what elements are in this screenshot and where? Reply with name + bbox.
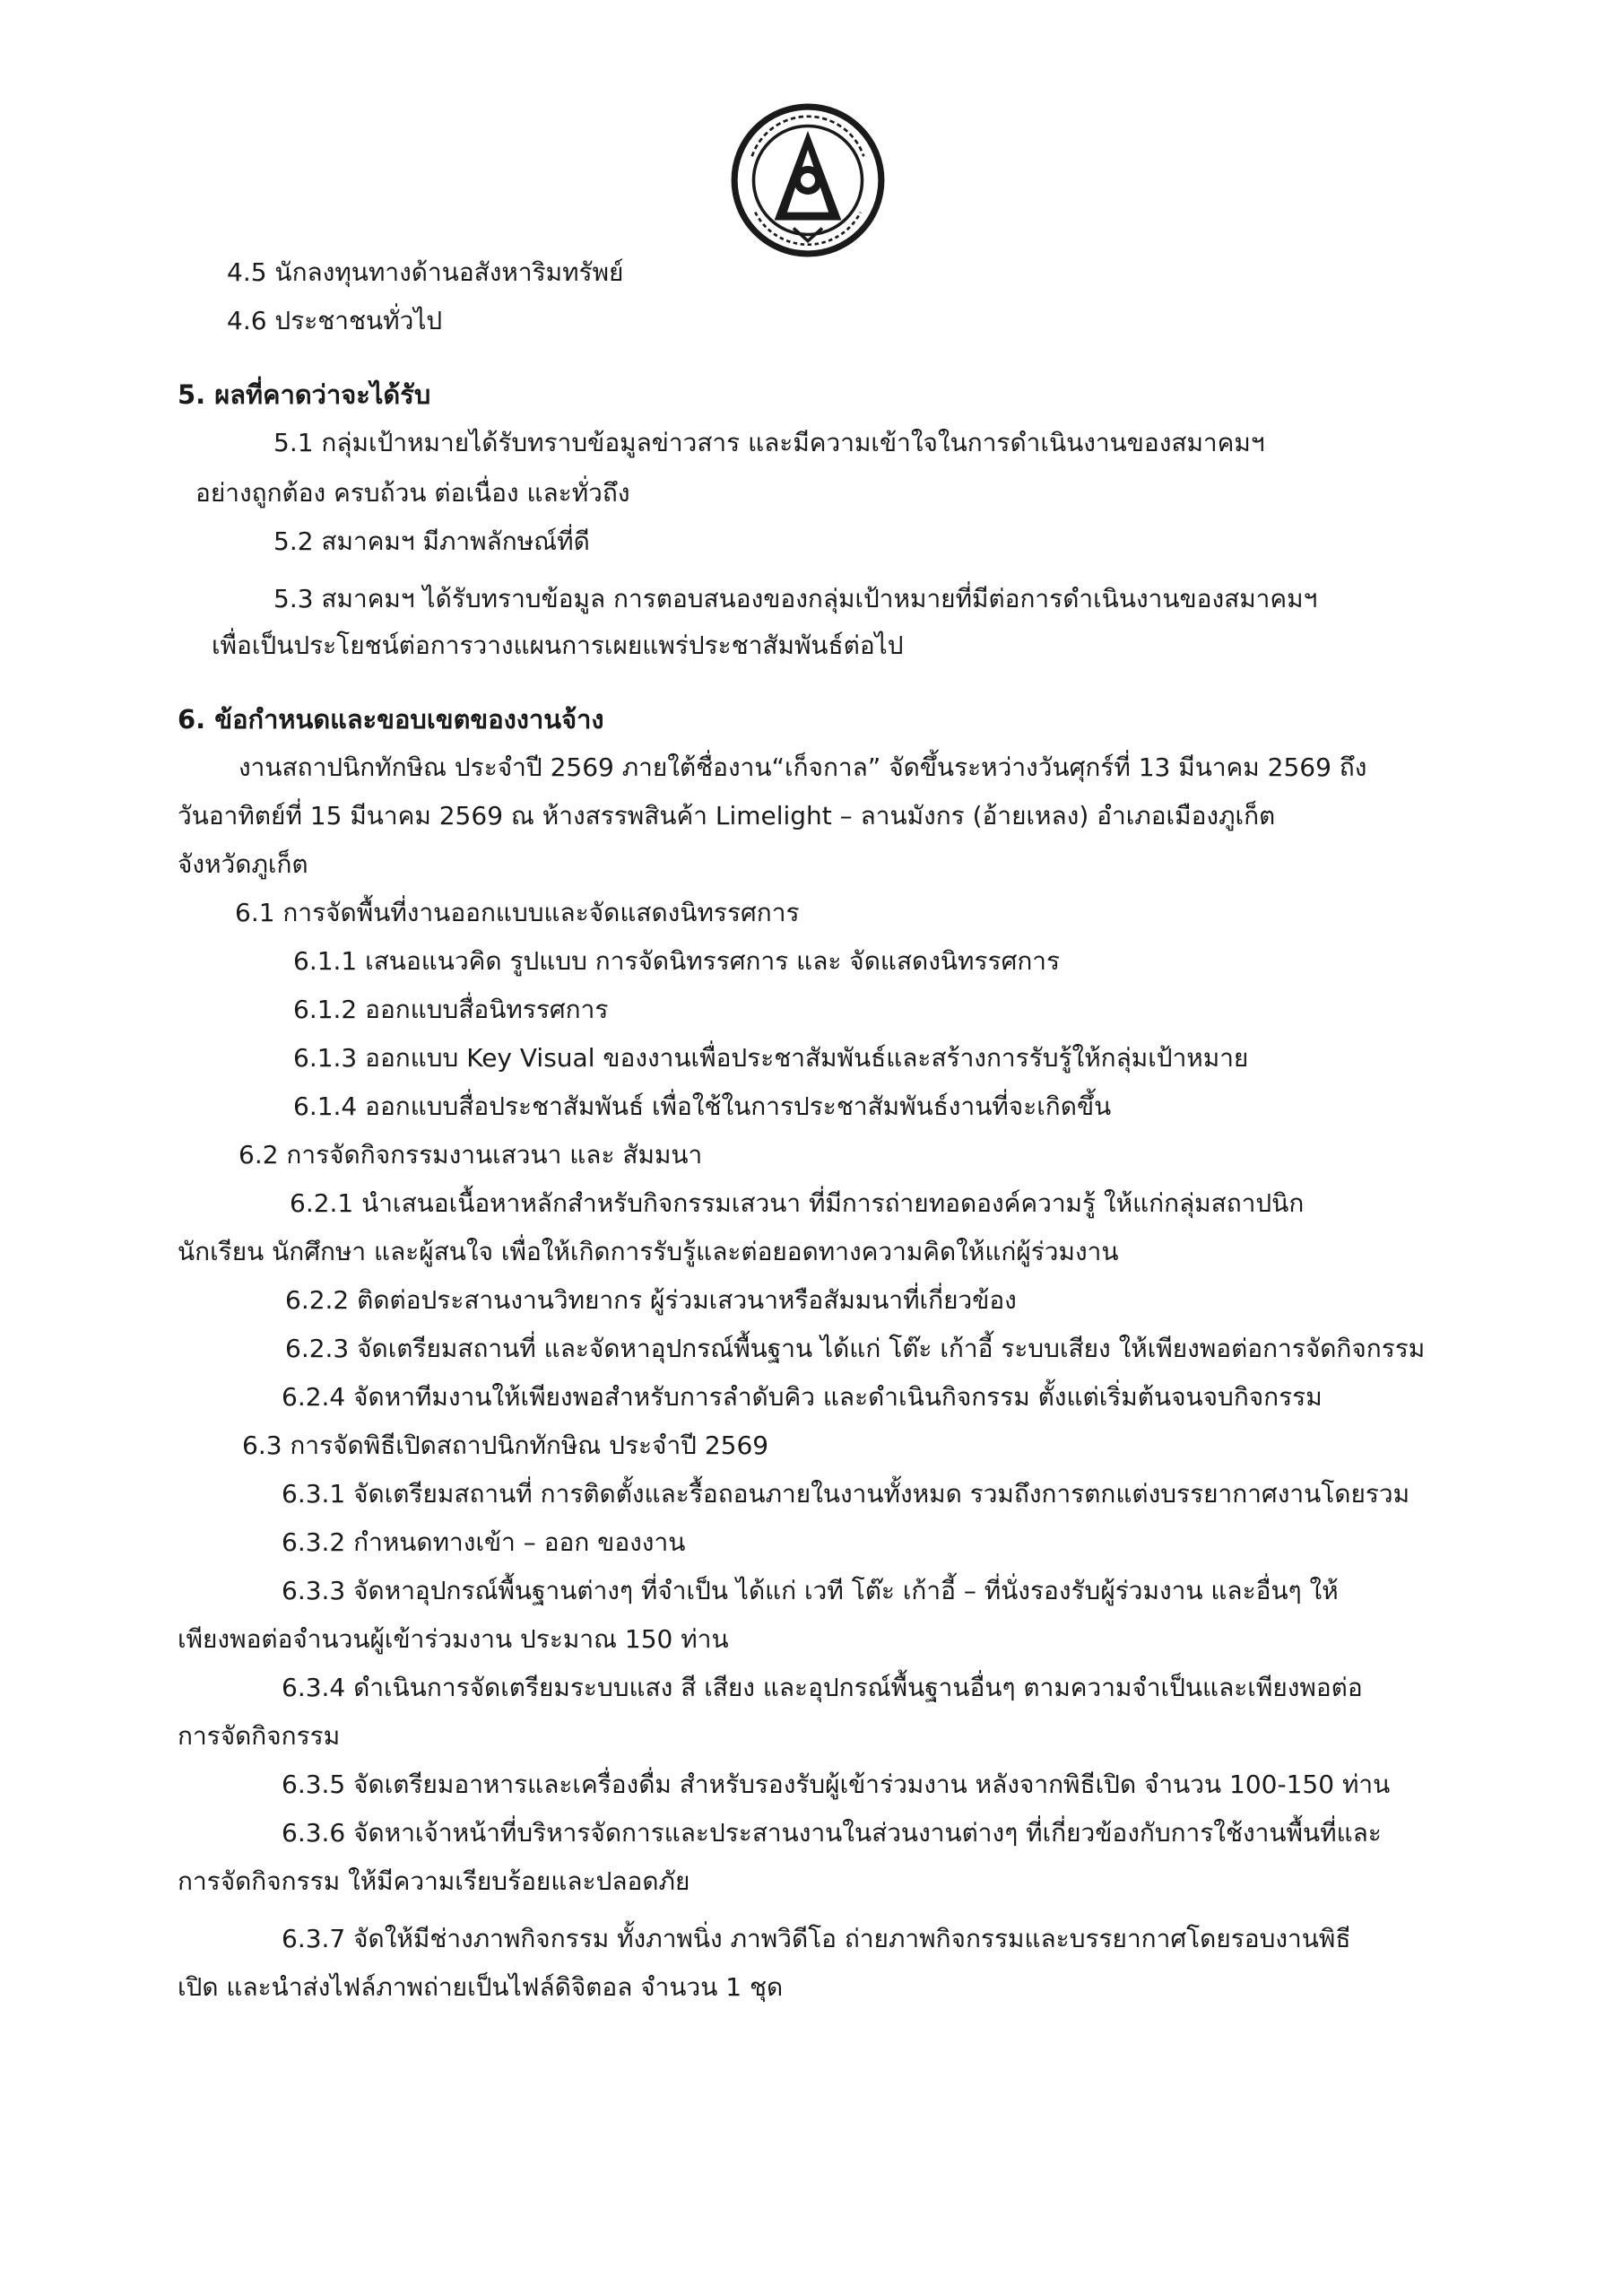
list-item-6-1-3: 6.1.3 ออกแบบ Key Visual ของงานเพื่อประชาสัมพันธ์และสร้างการรับรู้ให้กลุ่มเป้าหมาย <box>293 1043 1249 1073</box>
list-item-6-1: 6.1 การจัดพื้นที่งานออกแบบและจัดแสดงนิทรรศการ <box>235 898 800 927</box>
paragraph-6-line-3: จังหวัดภูเก็ต <box>178 849 308 879</box>
list-item-5-2: 5.2 สมาคมฯ มีภาพลักษณ์ที่ดี <box>273 526 590 556</box>
section-heading-5: 5. ผลที่คาดว่าจะได้รับ <box>178 379 431 410</box>
list-item-5-1-cont: อย่างถูกต้อง ครบถ้วน ต่อเนื่อง และทั่วถึง <box>195 478 630 508</box>
list-item-6-1-2: 6.1.2 ออกแบบสื่อนิทรรศการ <box>293 995 609 1024</box>
association-seal-icon <box>728 100 888 260</box>
list-item-6-3-6: 6.3.6 จัดหาเจ้าหน้าที่บริหารจัดการและประสานงานในส่วนงานต่างๆ ที่เกี่ยวข้องกับการใช้งานพื้นที่และ <box>282 1818 1382 1848</box>
list-item-6-2-2: 6.2.2 ติดต่อประสานงานวิทยากร ผู้ร่วมเสวนาหรือสัมมนาที่เกี่ยวข้อง <box>285 1285 1017 1315</box>
list-item-6-3-6-cont: การจัดกิจกรรม ให้มีความเรียบร้อยและปลอดภัย <box>178 1866 690 1896</box>
paragraph-6-line-1: งานสถาปนิกทักษิณ ประจำปี 2569 ภายใต้ชื่องาน“เก็จกาล” จัดขึ้นระหว่างวันศุกร์ที่ 13 มีนาคม 2569 ถึง <box>239 752 1367 782</box>
list-item-6-3-1: 6.3.1 จัดเตรียมสถานที่ การติดตั้งและรื้อถอนภายในงานทั้งหมด รวมถึงการตกแต่งบรรยากาศงานโดยรวม <box>282 1479 1410 1509</box>
list-item-6-3-3: 6.3.3 จัดหาอุปกรณ์พื้นฐานต่างๆ ที่จำเป็น ได้แก่ เวที โต๊ะ เก้าอี้ – ที่นั่งรองรับผู้ร่วมงาน และอื่นๆ ให้ <box>282 1576 1339 1605</box>
list-item-6-3-7-cont: เปิด และนำส่งไฟล์ภาพถ่ายเป็นไฟล์ดิจิตอล จำนวน 1 ชุด <box>178 1972 784 2002</box>
list-item-6-2: 6.2 การจัดกิจกรรมงานเสวนา และ สัมมนา <box>239 1140 703 1170</box>
list-item-4-5: 4.5 นักลงทุนทางด้านอสังหาริมทรัพย์ <box>227 257 624 287</box>
list-item-5-1: 5.1 กลุ่มเป้าหมายได้รับทราบข้อมูลข่าวสาร และมีความเข้าใจในการดำเนินงานของสมาคมฯ <box>273 428 1265 457</box>
list-item-6-1-4: 6.1.4 ออกแบบสื่อประชาสัมพันธ์ เพื่อใช้ในการประชาสัมพันธ์งานที่จะเกิดขึ้น <box>293 1091 1112 1121</box>
list-item-6-3-5: 6.3.5 จัดเตรียมอาหารและเครื่องดื่ม สำหรับรองรับผู้เข้าร่วมงาน หลังจากพิธีเปิด จำนวน 100-150 ท่าน <box>282 1770 1391 1799</box>
list-item-6-3-4: 6.3.4 ดำเนินการจัดเตรียมระบบแสง สี เสียง และอุปกรณ์พื้นฐานอื่นๆ ตามความจำเป็นและเพียงพอต่อ <box>282 1673 1363 1702</box>
list-item-5-3-cont: เพื่อเป็นประโยชน์ต่อการวางแผนการเผยแพร่ประชาสัมพันธ์ต่อไป <box>212 631 904 660</box>
list-item-6-2-4: 6.2.4 จัดหาทีมงานให้เพียงพอสำหรับการลำดับคิว และดำเนินกิจกรรม ตั้งแต่เริ่มต้นจนจบกิจกรรม <box>282 1382 1323 1412</box>
list-item-6-1-1: 6.1.1 เสนอแนวคิด รูปแบบ การจัดนิทรรศการ และ จัดแสดงนิทรรศการ <box>293 946 1061 976</box>
list-item-6-3-2: 6.3.2 กำหนดทางเข้า – ออก ของงาน <box>282 1527 686 1557</box>
section-heading-6: 6. ข้อกำหนดและขอบเขตของงานจ้าง <box>178 704 604 735</box>
list-item-6-3-4-cont: การจัดกิจกรรม <box>178 1721 341 1751</box>
list-item-4-6: 4.6 ประชาชนทั่วไป <box>227 306 443 335</box>
list-item-6-3-3-cont: เพียงพอต่อจำนวนผู้เข้าร่วมงาน ประมาณ 150 ท่าน <box>178 1624 729 1654</box>
seal-graphic <box>728 100 888 260</box>
list-item-5-3: 5.3 สมาคมฯ ได้รับทราบข้อมูล การตอบสนองของกลุ่มเป้าหมายที่มีต่อการดำเนินงานของสมาคมฯ <box>273 584 1318 613</box>
list-item-6-2-1: 6.2.1 นำเสนอเนื้อหาหลักสำหรับกิจกรรมเสวนา ที่มีการถ่ายทอดองค์ความรู้ ให้แก่กลุ่มสถาปนิก <box>290 1188 1305 1218</box>
list-item-6-2-3: 6.2.3 จัดเตรียมสถานที่ และจัดหาอุปกรณ์พื้นฐาน ได้แก่ โต๊ะ เก้าอี้ ระบบเสียง ให้เพียงพอต่อการจัดกิจกรรม <box>285 1334 1426 1363</box>
paragraph-6-line-2: วันอาทิตย์ที่ 15 มีนาคม 2569 ณ ห้างสรรพสินค้า Limelight – ลานมังกร (อ้ายเหลง) อำเภอเมืองภูเก็ต <box>178 801 1276 831</box>
list-item-6-3-7: 6.3.7 จัดให้มีช่างภาพกิจกรรม ทั้งภาพนิ่ง ภาพวิดีโอ ถ่ายภาพกิจกรรมและบรรยากาศโดยรอบงานพิธี <box>282 1924 1351 1953</box>
list-item-6-2-1-cont: นักเรียน นักศึกษา และผู้สนใจ เพื่อให้เกิดการรับรู้และต่อยอดทางความคิดให้แก่ผู้ร่วมงาน <box>178 1237 1119 1266</box>
list-item-6-3: 6.3 การจัดพิธีเปิดสถาปนิกทักษิณ ประจำปี 2569 <box>242 1431 769 1460</box>
